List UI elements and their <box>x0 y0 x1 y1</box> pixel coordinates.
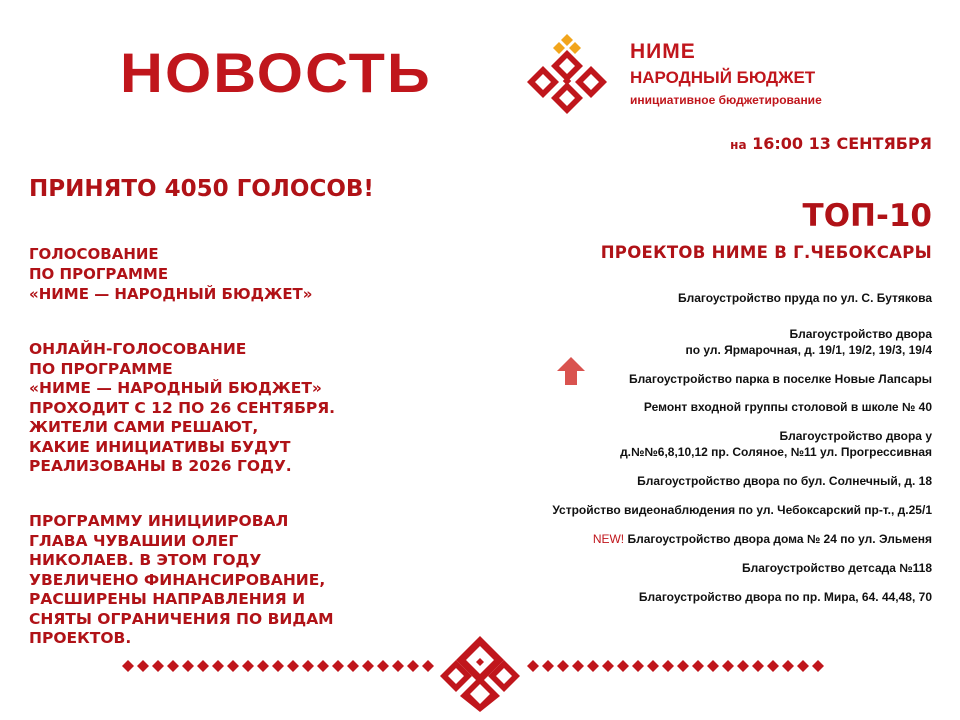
ornament-diamond <box>557 660 569 672</box>
ornament-diamond <box>737 660 749 672</box>
ornament-diamond <box>212 660 224 672</box>
project-line <box>492 531 932 547</box>
ornament-diamond <box>182 660 194 672</box>
ornament-diamond <box>422 660 434 672</box>
ornament-diamond <box>752 660 764 672</box>
text-line: ОНЛАЙН-ГОЛОСОВАНИЕ <box>29 340 247 358</box>
new-badge: NEW! <box>592 532 625 546</box>
text-line: «НИМЕ — НАРОДНЫЙ БЮДЖЕТ» <box>29 285 313 303</box>
ornament-diamond <box>257 660 269 672</box>
text-line: ПО ПРОГРАММЕ <box>29 359 173 378</box>
ornament-diamond <box>197 660 209 672</box>
ornament-diamond <box>167 660 179 672</box>
text-line: «НИМЕ — НАРОДНЫЙ БЮДЖЕТ» <box>29 379 322 397</box>
ornament-diamond <box>767 660 779 672</box>
ornament-diamond <box>782 660 794 672</box>
ornament-diamond <box>602 660 614 672</box>
ornament-diamond <box>797 660 809 672</box>
ornament-diamond <box>242 660 254 672</box>
top10-subtitle: ПРОЕКТОВ НИМЕ В Г.ЧЕБОКСАРЫ <box>600 243 932 262</box>
ornament-diamond <box>587 660 599 672</box>
text-line: ГЛАВА ЧУВАШИИ ОЛЕГ <box>29 531 239 550</box>
ornament-diamond <box>152 660 164 672</box>
text-line: ПРОЕКТОВ. <box>29 629 132 647</box>
project-line: Благоустройство двора по бул. Солнечный, д. 18 <box>637 474 932 488</box>
ornament-diamond <box>332 660 344 672</box>
project-line: Устройство видеонаблюдения по ул. Чебоксарский пр-т., д.25/1 <box>552 503 932 517</box>
ornament-diamond <box>347 660 359 672</box>
ornament-border-icon <box>120 632 840 712</box>
ornament-diamond <box>317 660 329 672</box>
news-title: НОВОСТЬ <box>120 41 432 104</box>
ornament-diamond <box>677 660 689 672</box>
project-line: Благоустройство двора по пр. Мира, 64. 44,48, 70 <box>638 590 932 604</box>
text-line: РАСШИРЕНЫ НАПРАВЛЕНИЯ И <box>29 590 306 608</box>
ornament-diamond <box>272 660 284 672</box>
as-of-date <box>730 134 932 153</box>
ornament-diamond <box>617 660 629 672</box>
brand-tagline: инициативное бюджетирование <box>630 93 822 107</box>
list-item <box>492 502 932 518</box>
brand-name: НИМЕ <box>630 40 696 63</box>
ornament-diamond <box>722 660 734 672</box>
ornament-diamond <box>287 660 299 672</box>
chuvash-ornament-icon <box>523 32 611 120</box>
text-line: УВЕЛИЧЕНО ФИНАНСИРОВАНИЕ, <box>29 570 326 589</box>
ornament-diamond <box>392 660 404 672</box>
project-line: по ул. Ярмарочная, д. 19/1, 19/2, 19/3, 19/4 <box>685 343 932 357</box>
ornament-diamond <box>527 660 539 672</box>
ornament-diamond <box>812 660 824 672</box>
ornament-diamond <box>662 660 674 672</box>
ornament-diamond <box>692 660 704 672</box>
ornament-diamond <box>377 660 389 672</box>
list-item <box>492 560 932 576</box>
project-line: Благоустройство двора у <box>779 429 932 443</box>
ornament-diamond <box>227 660 239 672</box>
list-item <box>492 589 932 605</box>
ornament-diamond <box>647 660 659 672</box>
project-line: д.№№6,8,10,12 пр. Соляное, №11 ул. Прогрессивная <box>620 445 932 459</box>
text-line: ПРОХОДИТ С 12 ПО 26 СЕНТЯБРЯ. <box>29 398 336 417</box>
ornament-diamond <box>137 660 149 672</box>
voting-intro <box>29 244 312 304</box>
ornament-diamond <box>302 660 314 672</box>
list-item <box>492 428 932 460</box>
project-line: Ремонт входной группы столовой в школе № 40 <box>643 400 932 414</box>
text-line: ПРОГРАММУ ИНИЦИИРОВАЛ <box>29 512 289 530</box>
list-item <box>492 531 932 547</box>
list-item <box>492 290 932 306</box>
text-line: РЕАЛИЗОВАНЫ В 2026 ГОДУ. <box>29 457 292 475</box>
as-of-prefix: на <box>730 138 747 152</box>
project-line: Благоустройство пруда по ул. С. Бутякова <box>677 291 932 305</box>
voting-details <box>29 340 335 477</box>
text-line: ЖИТЕЛИ САМИ РЕШАЮТ, <box>29 418 259 436</box>
list-item <box>492 326 932 358</box>
program-info <box>29 512 334 649</box>
ornament-diamond <box>572 660 584 672</box>
ornament-diamond <box>707 660 719 672</box>
text-line: ПО ПРОГРАММЕ <box>29 265 169 283</box>
project-text: Благоустройство двора дома № 24 по ул. Эльменя <box>627 532 932 546</box>
text-line: ГОЛОСОВАНИЕ <box>29 245 159 263</box>
ornament-diamond <box>122 660 134 672</box>
list-item <box>492 399 932 415</box>
project-line: Благоустройство парка в поселке Новые Лапсары <box>628 372 932 386</box>
text-line: СНЯТЫ ОГРАНИЧЕНИЯ ПО ВИДАМ <box>29 609 334 628</box>
top10-title: ТОП-10 <box>802 198 932 234</box>
ornament-diamond <box>362 660 374 672</box>
list-item <box>492 473 932 489</box>
ornament-diamond <box>632 660 644 672</box>
as-of-time: 16:00 13 СЕНТЯБРЯ <box>752 134 932 153</box>
ornament-diamond <box>542 660 554 672</box>
project-line: Благоустройство детсада №118 <box>741 561 932 575</box>
list-item <box>492 371 932 387</box>
brand-subtitle: НАРОДНЫЙ БЮДЖЕТ <box>630 68 816 87</box>
votes-headline: ПРИНЯТО 4050 ГОЛОСОВ! <box>29 176 374 202</box>
text-line: НИКОЛАЕВ. В ЭТОМ ГОДУ <box>29 551 262 569</box>
project-line: Благоустройство двора <box>789 327 932 341</box>
text-line: КАКИЕ ИНИЦИАТИВЫ БУДУТ <box>29 437 291 456</box>
top10-project-list <box>492 290 932 605</box>
ornament-diamond <box>407 660 419 672</box>
